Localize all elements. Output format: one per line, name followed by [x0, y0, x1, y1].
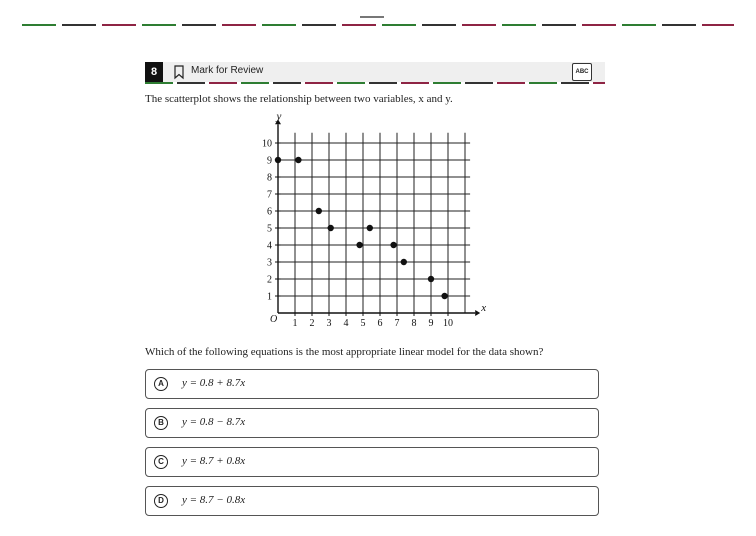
divider-segment	[561, 82, 589, 84]
divider-segment	[502, 24, 536, 26]
x-tick-label: 1	[292, 318, 298, 329]
data-point	[390, 242, 396, 248]
y-axis-label: y	[276, 110, 282, 123]
divider-segment	[702, 24, 734, 26]
divider-segment	[182, 24, 216, 26]
top-notch	[360, 16, 384, 18]
mark-for-review-button[interactable]: Mark for Review	[191, 65, 264, 76]
divider-segment	[369, 82, 397, 84]
question-prompt: Which of the following equations is the most appropriate linear model for the data shown?	[145, 346, 544, 358]
divider-segment	[497, 82, 525, 84]
data-point	[367, 225, 373, 231]
question-stem: The scatterplot shows the relationship between two variables, x and y.	[145, 93, 453, 105]
divider-segment	[382, 24, 416, 26]
x-axis-arrow	[475, 310, 480, 316]
divider-segment	[593, 82, 605, 84]
y-tick-label: 9	[267, 155, 272, 167]
choice-b[interactable]	[145, 408, 599, 438]
x-tick-label: 4	[343, 318, 349, 329]
top-divider	[22, 24, 734, 28]
x-tick-label: 3	[326, 318, 332, 329]
divider-segment	[622, 24, 656, 26]
choice-b-letter: B	[154, 416, 168, 430]
choice-c-text: y = 8.7 + 0.8x	[182, 455, 246, 467]
divider-segment	[342, 24, 376, 26]
x-tick-label: 8	[411, 318, 417, 329]
divider-segment	[337, 82, 365, 84]
divider-segment	[177, 82, 205, 84]
divider-segment	[209, 82, 237, 84]
y-tick-label: 4	[267, 240, 272, 252]
data-point	[401, 259, 407, 265]
abc-eliminate-button[interactable]: ABC	[572, 63, 592, 81]
divider-segment	[222, 24, 256, 26]
choice-d[interactable]	[145, 486, 599, 516]
divider-segment	[62, 24, 96, 26]
x-tick-label: 10	[443, 318, 453, 329]
y-tick-label: 10	[262, 138, 272, 150]
divider-segment	[401, 82, 429, 84]
choice-b-text: y = 0.8 − 8.7x	[182, 416, 246, 428]
y-tick-label: 2	[267, 274, 272, 286]
y-tick-label: 8	[267, 172, 272, 184]
choice-c-letter: C	[154, 455, 168, 469]
divider-segment	[529, 82, 557, 84]
divider-segment	[241, 82, 269, 84]
x-tick-label: 6	[377, 318, 383, 329]
question-number: 8	[145, 62, 163, 82]
choice-a[interactable]	[145, 369, 599, 399]
divider-segment	[542, 24, 576, 26]
data-point	[328, 225, 334, 231]
y-tick-label: 1	[267, 291, 272, 303]
y-tick-label: 6	[267, 206, 272, 218]
data-point	[316, 208, 322, 214]
divider-segment	[662, 24, 696, 26]
divider-segment	[142, 24, 176, 26]
data-point	[428, 276, 434, 282]
divider-segment	[462, 24, 496, 26]
choice-c[interactable]	[145, 447, 599, 477]
question-header	[145, 62, 605, 82]
data-point	[275, 157, 281, 163]
data-point	[441, 293, 447, 299]
choice-a-text: y = 0.8 + 8.7x	[182, 377, 246, 389]
divider-segment	[305, 82, 333, 84]
divider-segment	[465, 82, 493, 84]
question-header-divider	[145, 82, 605, 85]
choice-a-letter: A	[154, 377, 168, 391]
bookmark-icon[interactable]	[172, 65, 186, 79]
divider-segment	[422, 24, 456, 26]
x-tick-label: 5	[360, 318, 366, 329]
divider-segment	[582, 24, 616, 26]
x-tick-label: 9	[428, 318, 434, 329]
divider-segment	[145, 82, 173, 84]
data-point	[356, 242, 362, 248]
divider-segment	[273, 82, 301, 84]
y-tick-label: 5	[267, 223, 272, 235]
divider-segment	[433, 82, 461, 84]
divider-segment	[302, 24, 336, 26]
divider-segment	[22, 24, 56, 26]
y-tick-label: 3	[267, 257, 272, 269]
choice-d-text: y = 8.7 − 0.8x	[182, 494, 246, 506]
x-tick-label: 7	[394, 318, 400, 329]
data-point	[295, 157, 301, 163]
origin-label: O	[270, 314, 278, 325]
x-axis-label: x	[481, 302, 487, 314]
x-tick-label: 2	[309, 318, 315, 329]
divider-segment	[262, 24, 296, 26]
choice-d-letter: D	[154, 494, 168, 508]
scatterplot	[258, 110, 488, 330]
y-tick-label: 7	[267, 189, 272, 201]
divider-segment	[102, 24, 136, 26]
